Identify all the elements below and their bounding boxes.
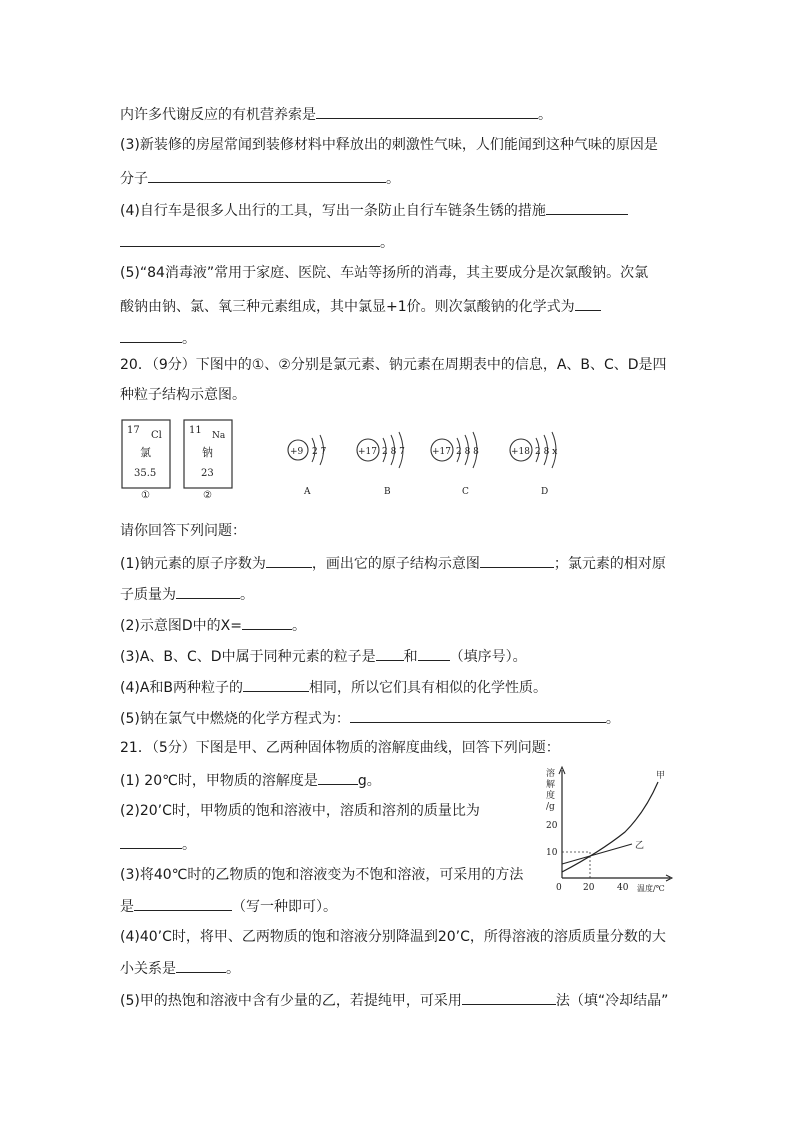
answer-blank[interactable] xyxy=(134,896,232,911)
svg-text:B: B xyxy=(384,487,391,497)
q21-part3-line2: 是 （写一种即可）。 xyxy=(120,896,337,916)
answer-blank[interactable] xyxy=(266,553,312,568)
sodium-symbol: Na xyxy=(212,431,226,441)
q19-part4-line1: (4)自行车是很多人出行的工具，写出一条防止自行车链条生锈的措施 xyxy=(120,200,628,220)
svg-text:2 8 7: 2 8 7 xyxy=(382,447,405,457)
element-cells xyxy=(118,418,238,504)
atom-a xyxy=(288,435,327,497)
chlorine-name: 氯 xyxy=(140,446,151,459)
sodium-name: 钠 xyxy=(202,446,213,459)
q19-part5-line2: 酸钠由钠、氯、氧三种元素组成，其中氯显+1价。则次氯酸钠的化学式为 xyxy=(120,296,601,316)
q19-part5-line3: 。 xyxy=(120,328,196,348)
curve-yi xyxy=(562,844,632,864)
q20-part1-line2: 子质量为 。 xyxy=(120,584,254,604)
svg-text:+9: +9 xyxy=(290,447,304,457)
q19-part3-line2: 分子 。 xyxy=(120,168,400,188)
svg-text:A: A xyxy=(304,487,311,497)
q21-part5: (5)甲的热饱和溶液中含有少量的乙，若提纯甲，可采用 法（填“冷却结晶” xyxy=(120,990,668,1010)
svg-text:+18: +18 xyxy=(511,447,530,457)
chlorine-label: ① xyxy=(141,490,150,501)
svg-text:+17: +17 xyxy=(358,447,377,457)
q20-prompt: 请你回答下列问题： xyxy=(120,523,246,539)
q19-line-nutrient: 内许多代谢反应的有机营养索是 。 xyxy=(120,104,552,124)
x-tick-0: 0 xyxy=(556,883,562,893)
series-label-yi: 乙 xyxy=(635,841,645,851)
answer-blank[interactable] xyxy=(462,990,556,1005)
svg-text:2 7: 2 7 xyxy=(312,447,327,457)
answer-blank[interactable] xyxy=(418,646,450,661)
y-tick-10: 10 xyxy=(546,848,558,858)
answer-blank[interactable] xyxy=(316,104,538,119)
x-tick-20: 20 xyxy=(583,883,595,893)
svg-text:D: D xyxy=(541,487,549,497)
y-label-3: 度 xyxy=(546,791,556,801)
solubility-graph-svg xyxy=(540,762,680,898)
answer-blank[interactable] xyxy=(176,958,226,973)
atom-b xyxy=(357,432,405,497)
q20-part5: (5)钠在氯气中燃烧的化学方程式为： 。 xyxy=(120,708,620,728)
answer-blank[interactable] xyxy=(120,834,182,849)
q21-header: 21．（5分）下图是甲、乙两种固体物质的溶解度曲线，回答下列问题： xyxy=(120,740,560,756)
q21-part2-line1: (2)20’C时，甲物质的饱和溶液中，溶质和溶剂的质量比为 xyxy=(120,803,480,819)
sodium-number: 11 xyxy=(189,425,202,436)
q20-part2: (2)示意图D中的X= 。 xyxy=(120,615,306,635)
answer-blank[interactable] xyxy=(376,646,404,661)
q21-part1: (1) 20℃时，甲物质的溶解度是 g。 xyxy=(120,770,381,790)
chlorine-number: 17 xyxy=(127,425,140,436)
svg-text:2 8 x: 2 8 x xyxy=(535,447,558,457)
curve-jia xyxy=(562,782,658,872)
answer-blank[interactable] xyxy=(546,200,628,215)
q21-part3-line1: (3)将40℃时的乙物质的饱和溶液变为不饱和溶液，可采用的方法 xyxy=(120,867,524,883)
answer-blank[interactable] xyxy=(120,328,182,343)
svg-text:+17: +17 xyxy=(432,447,451,457)
atom-c xyxy=(431,432,479,497)
sodium-label: ② xyxy=(203,490,212,501)
q21-part2-line2: 。 xyxy=(120,834,196,854)
answer-blank[interactable] xyxy=(480,553,554,568)
answer-blank[interactable] xyxy=(350,708,606,723)
atom-diagrams xyxy=(280,424,570,500)
answer-blank[interactable] xyxy=(190,232,380,247)
answer-blank[interactable] xyxy=(318,770,358,785)
answer-blank[interactable] xyxy=(575,296,601,311)
q21-part4-line2: 小关系是 。 xyxy=(120,958,240,978)
q20-part1-line1: (1)钠元素的原子序数为 ，画出它的原子结构示意图 ；氯元素的相对原 xyxy=(120,553,666,573)
answer-blank[interactable] xyxy=(120,232,190,247)
y-label-4: /g xyxy=(546,802,555,812)
answer-blank[interactable] xyxy=(176,584,240,599)
y-label-2: 解 xyxy=(546,780,556,790)
x-tick-40: 40 xyxy=(617,883,629,893)
q19-part4-line2: 。 xyxy=(120,232,394,252)
answer-blank[interactable] xyxy=(242,615,292,630)
svg-text:C: C xyxy=(462,487,469,497)
y-label-1: 溶 xyxy=(546,769,556,779)
atom-d xyxy=(510,432,557,497)
q20-header-line2: 种粒子结构示意图。 xyxy=(120,387,246,403)
q20-part3: (3)A、B、C、D中属于同种元素的粒子是 和 （填序号）。 xyxy=(120,646,527,666)
y-tick-20: 20 xyxy=(546,821,558,831)
answer-blank[interactable] xyxy=(148,168,386,183)
q21-part4-line1: (4)40’C时，将甲、乙两物质的饱和溶液分别降温到20’C，所得溶液的溶质质量分数的大 xyxy=(120,929,666,945)
q19-part5-line1: (5)“84消毒液”常用于家庭、医院、车站等扬所的消毒，其主要成分是次氯酸钠。次氯 xyxy=(120,265,649,281)
chlorine-symbol: Cl xyxy=(151,430,162,441)
x-axis-label: 温度/℃ xyxy=(637,884,665,893)
q20-header-line1: 20．（9分）下图中的①、②分别是氯元素、钠元素在周期表中的信息，A、B、C、D是四 xyxy=(120,357,667,373)
answer-blank[interactable] xyxy=(243,677,309,692)
svg-text:2 8 8: 2 8 8 xyxy=(456,447,479,457)
q20-part4: (4)A和B两种粒子的 相同，所以它们具有相似的化学性质。 xyxy=(120,677,547,697)
chlorine-mass: 35.5 xyxy=(134,468,157,479)
q19-part3-line1: (3)新装修的房屋常闻到装修材料中释放出的刺激性气味，人们能闻到这种气味的原因是 xyxy=(120,137,658,153)
series-label-jia: 甲 xyxy=(656,771,666,781)
sodium-mass: 23 xyxy=(201,468,214,479)
